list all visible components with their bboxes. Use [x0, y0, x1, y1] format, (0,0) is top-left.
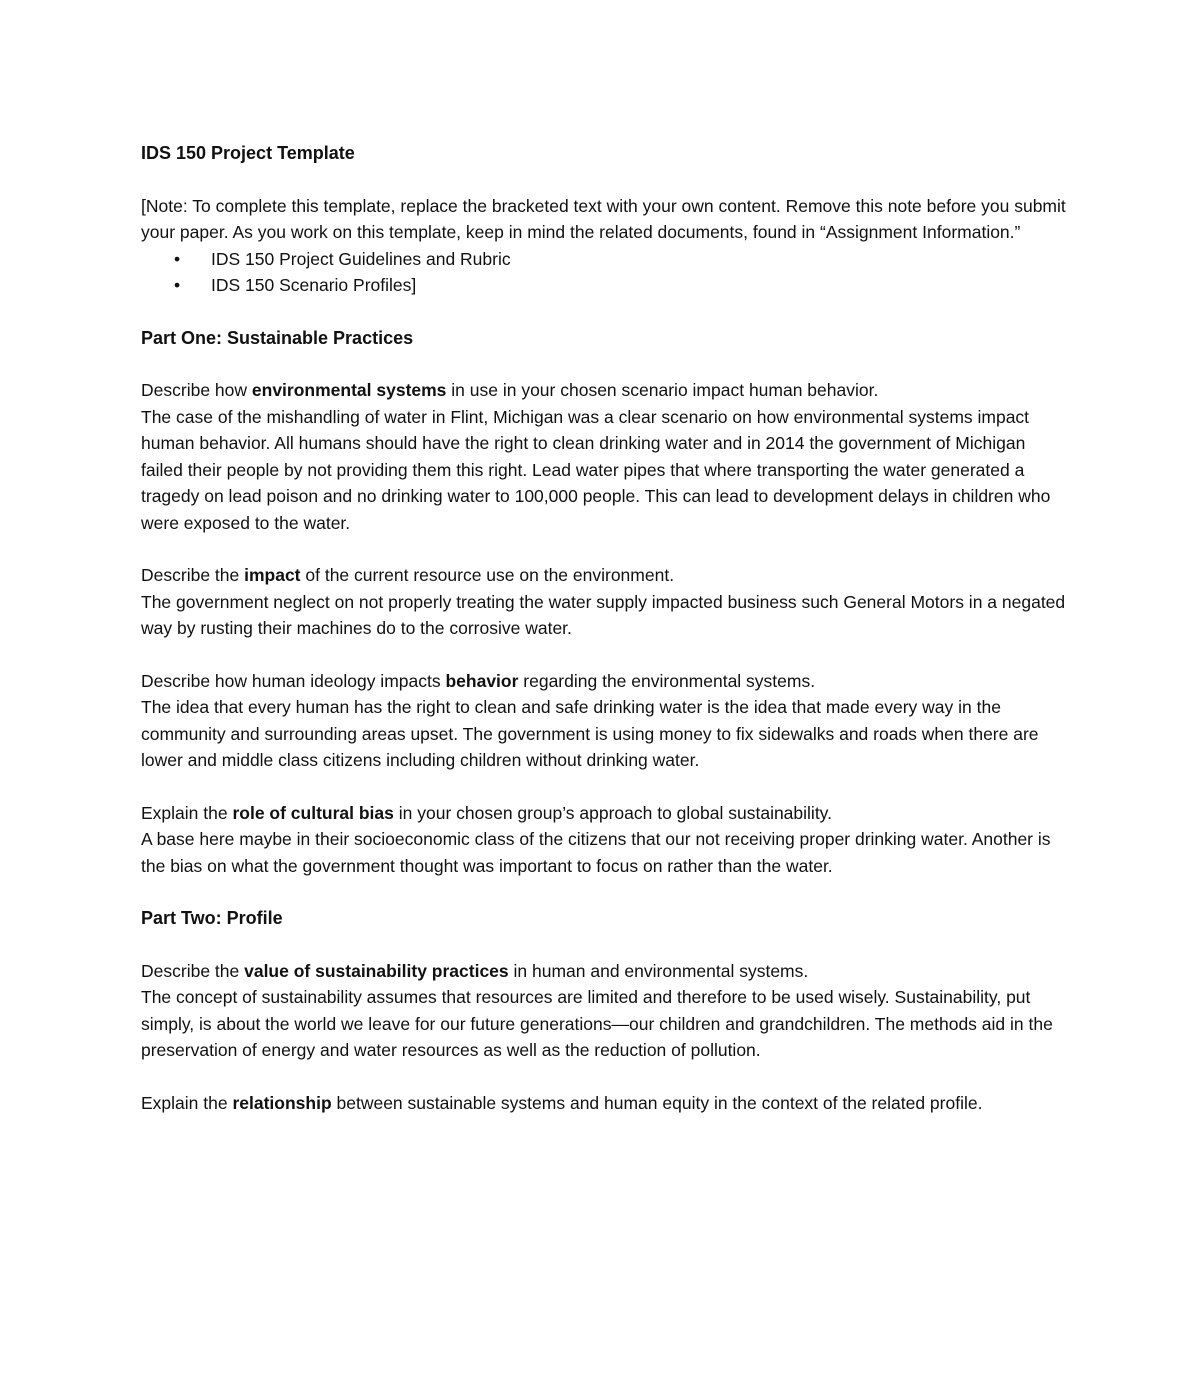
template-note — [141, 193, 1071, 299]
part-two-section-relationship — [141, 1090, 1071, 1117]
part-two-section-sustainability-value — [141, 958, 1071, 1064]
prompt-keyword: value of sustainability practices — [244, 960, 509, 981]
prompt-text: Describe how — [141, 380, 252, 400]
part-one-section-impact — [141, 562, 1071, 642]
section-answer: A base here maybe in their socioeconomic class of the citizens that our not receiving proper drinking water. Another is the bias on what the government thought was important to focus on rather than the water. — [141, 829, 1051, 876]
section-prompt — [141, 958, 1071, 985]
section-answer: The concept of sustainability assumes that resources are limited and therefore to be used wisely. Sustainability, put simply, is about the world we leave for our future generations—our children and grandchildren. The methods aid in the preservation of energy and water resources as well as the reduction of pollution. — [141, 987, 1053, 1060]
note-text: [Note: To complete this template, replace the bracketed text with your own content. Remove this note before you submit your paper. As you work on this template, keep in mind the related documents, found in “Assignment Information.” — [141, 195, 1066, 242]
prompt-text: Explain the — [141, 1092, 233, 1113]
section-prompt — [141, 377, 1071, 404]
part-two-heading: Part Two: Profile — [141, 908, 283, 928]
section-answer: The government neglect on not properly treating the water supply impacted business such General Motors in a negated way by rusting their machines do to the corrosive water. — [141, 591, 1066, 638]
part-one-heading: Part One: Sustainable Practices — [141, 327, 414, 348]
prompt-keyword: behavior — [445, 670, 519, 691]
prompt-text: regarding the environmental systems. — [518, 670, 816, 691]
note-bullet-item: • IDS 150 Project Guidelines and Rubric — [141, 246, 1071, 273]
note-bullet-item: • IDS 150 Scenario Profiles] — [141, 272, 1071, 299]
prompt-text: Explain the — [141, 802, 233, 823]
prompt-text: of the current resource use on the environment. — [300, 565, 675, 585]
section-prompt — [141, 668, 1071, 695]
prompt-text: in use in your chosen scenario impact human behavior. — [446, 380, 879, 400]
part-one-section-environmental-systems — [141, 377, 1071, 536]
prompt-keyword: environmental systems — [251, 380, 447, 400]
part-one-section-cultural-bias — [141, 800, 1071, 880]
document-title: IDS 150 Project Template — [141, 143, 355, 163]
prompt-text: Describe how human ideology impacts — [141, 670, 446, 691]
prompt-text: in human and environmental systems. — [508, 960, 809, 981]
section-answer: The case of the mishandling of water in Flint, Michigan was a clear scenario on how environmental systems impact human behavior. All humans should have the right to clean drinking water and in 2014 the government of Michigan failed their people by not providing them this right. Lead water pipes that where transporting the water generated a tragedy on lead poison and no drinking water to 100,000 people. This can lead to development delays in children who were exposed to the water. — [141, 406, 1051, 533]
part-one-section-behavior — [141, 668, 1071, 774]
prompt-text: Describe the — [141, 565, 245, 585]
section-answer: The idea that every human has the right to clean and safe drinking water is the idea that made every way in the community and surrounding areas upset. The government is using money to fix sidewalks and roads when there are lower and middle class citizens including children without drinking water. — [141, 697, 1039, 770]
section-prompt — [141, 562, 1071, 589]
prompt-text: in your chosen group’s approach to global sustainability. — [393, 802, 832, 823]
prompt-text: Describe the — [141, 960, 245, 981]
prompt-keyword: role of cultural bias — [232, 802, 394, 823]
prompt-keyword: impact — [244, 565, 301, 585]
section-prompt — [141, 800, 1071, 827]
document-page — [141, 140, 1071, 1142]
section-prompt — [141, 1090, 1071, 1117]
prompt-text: between sustainable systems and human equity in the context of the related profile. — [331, 1092, 983, 1113]
prompt-keyword: relationship — [232, 1092, 332, 1113]
note-bullet-list — [141, 246, 1071, 299]
